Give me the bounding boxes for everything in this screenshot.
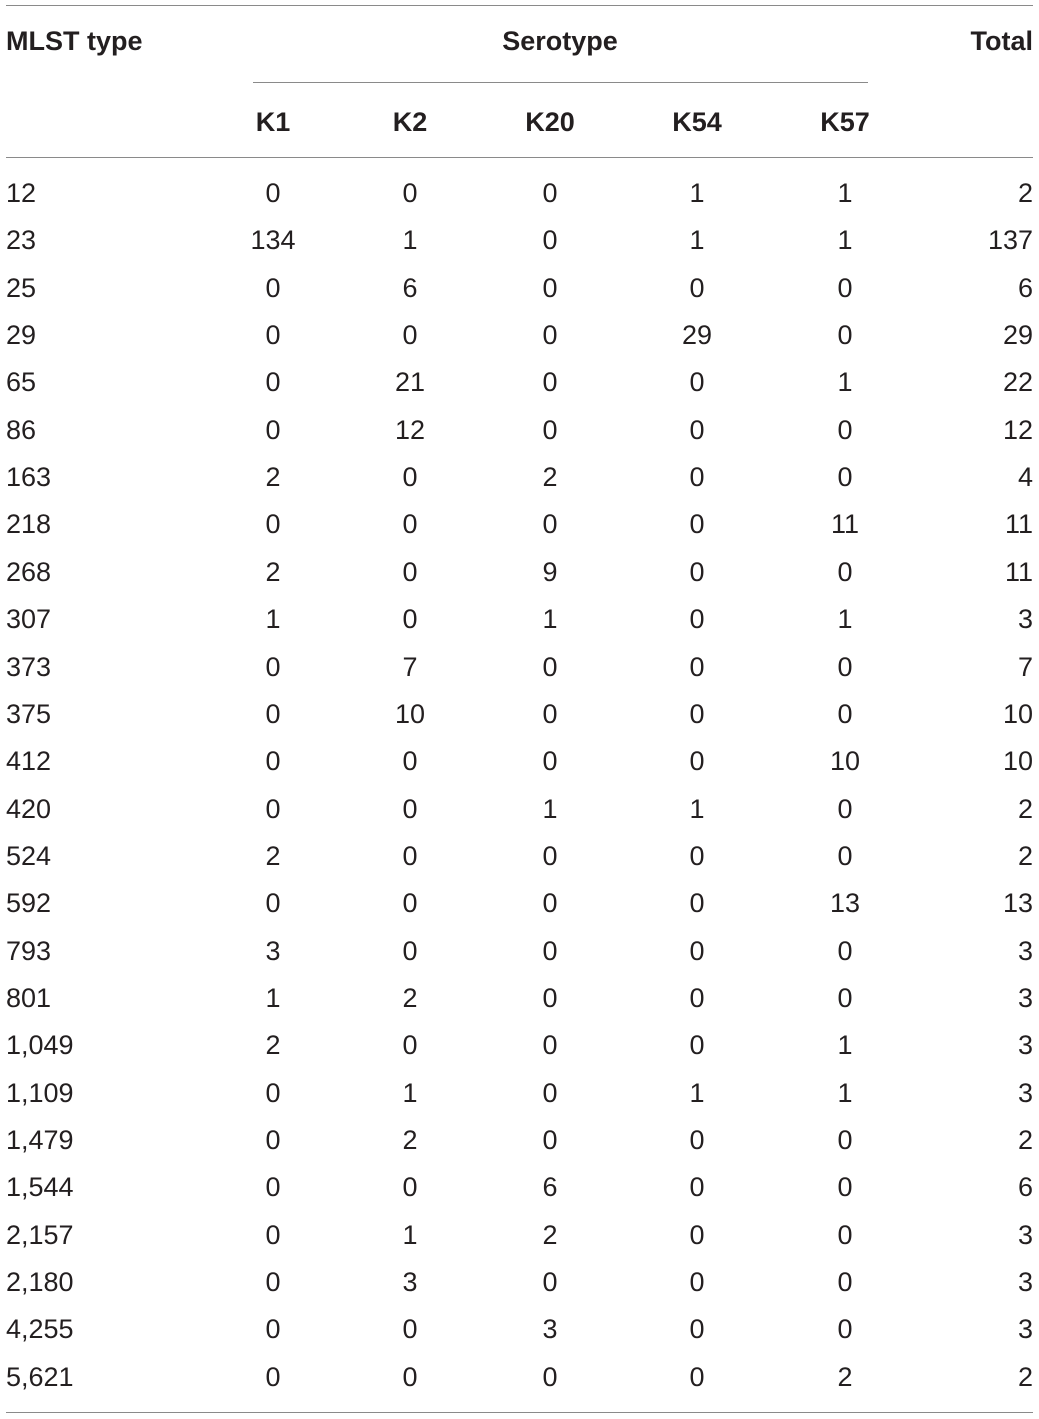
serotype-count-cell: 0	[402, 841, 418, 871]
subheader-k2: K2	[392, 107, 428, 137]
header-mlst-type: MLST type	[6, 26, 143, 56]
total-cell: 3	[1017, 983, 1033, 1013]
mlst-type-cell: 4,255	[6, 1314, 74, 1344]
total-cell: 3	[1017, 1030, 1033, 1060]
mlst-type-cell: 375	[6, 699, 52, 729]
serotype-count-cell: 0	[837, 652, 853, 682]
serotype-count-cell: 0	[689, 273, 705, 303]
serotype-count-cell: 1	[837, 225, 853, 255]
serotype-count-cell: 0	[837, 1172, 853, 1202]
serotype-count-cell: 0	[542, 983, 558, 1013]
mlst-type-cell: 592	[6, 888, 52, 918]
serotype-count-cell: 0	[542, 841, 558, 871]
mlst-type-cell: 1,049	[6, 1030, 74, 1060]
subheader-k20: K20	[525, 107, 575, 137]
serotype-count-cell: 0	[265, 746, 281, 776]
serotype-count-cell: 0	[837, 462, 853, 492]
serotype-count-cell: 0	[402, 746, 418, 776]
serotype-count-cell: 0	[542, 367, 558, 397]
serotype-count-cell: 0	[265, 178, 281, 208]
serotype-count-cell: 0	[265, 1267, 281, 1297]
total-cell: 6	[1017, 273, 1033, 303]
serotype-count-cell: 0	[837, 320, 853, 350]
serotype-count-cell: 0	[542, 936, 558, 966]
serotype-count-cell: 2	[265, 557, 281, 587]
total-cell: 4	[1017, 462, 1033, 492]
total-cell: 2	[1017, 841, 1033, 871]
serotype-count-cell: 6	[402, 273, 418, 303]
serotype-count-cell: 0	[542, 178, 558, 208]
mlst-type-cell: 25	[6, 273, 37, 303]
serotype-count-cell: 0	[402, 178, 418, 208]
serotype-count-cell: 0	[265, 1078, 281, 1108]
total-cell: 2	[1017, 178, 1033, 208]
serotype-count-cell: 1	[689, 794, 705, 824]
total-cell: 3	[1017, 936, 1033, 966]
mlst-type-cell: 1,544	[6, 1172, 74, 1202]
total-cell: 3	[1017, 604, 1033, 634]
serotype-count-cell: 2	[837, 1362, 853, 1392]
mlst-type-cell: 793	[6, 936, 52, 966]
total-cell: 7	[1017, 652, 1033, 682]
serotype-count-cell: 1	[402, 225, 418, 255]
serotype-count-cell: 0	[265, 794, 281, 824]
total-cell: 10	[1002, 699, 1033, 729]
serotype-count-cell: 0	[402, 320, 418, 350]
serotype-count-cell: 0	[689, 699, 705, 729]
serotype-count-cell: 1	[837, 367, 853, 397]
serotype-count-cell: 1	[542, 794, 558, 824]
header-serotype: Serotype	[502, 26, 618, 56]
serotype-count-cell: 7	[402, 652, 418, 682]
bottom-rule	[6, 1412, 1033, 1413]
serotype-count-cell: 0	[542, 746, 558, 776]
subheader-k54: K54	[672, 107, 722, 137]
serotype-count-cell: 2	[542, 1220, 558, 1250]
serotype-count-cell: 6	[542, 1172, 558, 1202]
total-cell: 3	[1017, 1220, 1033, 1250]
mlst-type-cell: 2,157	[6, 1220, 74, 1250]
serotype-count-cell: 0	[689, 1267, 705, 1297]
serotype-count-cell: 0	[265, 367, 281, 397]
total-cell: 3	[1017, 1078, 1033, 1108]
serotype-count-cell: 0	[689, 1314, 705, 1344]
total-cell: 2	[1017, 1125, 1033, 1155]
serotype-count-cell: 0	[689, 557, 705, 587]
serotype-count-cell: 0	[689, 1125, 705, 1155]
serotype-count-cell: 0	[689, 1362, 705, 1392]
total-cell: 2	[1017, 794, 1033, 824]
serotype-count-cell: 0	[689, 983, 705, 1013]
serotype-count-cell: 0	[689, 652, 705, 682]
serotype-count-cell: 0	[265, 1220, 281, 1250]
serotype-count-cell: 0	[402, 462, 418, 492]
serotype-count-cell: 0	[265, 1314, 281, 1344]
serotype-count-cell: 0	[265, 509, 281, 539]
serotype-count-cell: 0	[837, 1267, 853, 1297]
serotype-count-cell: 1	[402, 1078, 418, 1108]
serotype-count-cell: 0	[542, 320, 558, 350]
total-cell: 3	[1017, 1267, 1033, 1297]
serotype-count-cell: 0	[837, 273, 853, 303]
serotype-count-cell: 0	[542, 699, 558, 729]
serotype-count-cell: 0	[689, 1220, 705, 1250]
serotype-count-cell: 0	[402, 1030, 418, 1060]
serotype-count-cell: 2	[265, 462, 281, 492]
serotype-count-cell: 2	[402, 1125, 418, 1155]
serotype-count-cell: 0	[402, 936, 418, 966]
header-bottom-rule	[6, 157, 1033, 158]
serotype-count-cell: 0	[542, 509, 558, 539]
serotype-count-cell: 134	[250, 225, 296, 255]
serotype-count-cell: 0	[265, 652, 281, 682]
serotype-count-cell: 0	[542, 1267, 558, 1297]
serotype-count-cell: 0	[837, 794, 853, 824]
serotype-count-cell: 1	[837, 1078, 853, 1108]
serotype-count-cell: 0	[402, 1362, 418, 1392]
serotype-count-cell: 1	[402, 1220, 418, 1250]
serotype-count-cell: 3	[542, 1314, 558, 1344]
subheader-k1: K1	[255, 107, 291, 137]
serotype-span-rule	[253, 82, 868, 83]
serotype-count-cell: 0	[402, 794, 418, 824]
serotype-count-cell: 0	[689, 888, 705, 918]
serotype-count-cell: 0	[837, 1220, 853, 1250]
mlst-type-cell: 801	[6, 983, 52, 1013]
serotype-count-cell: 0	[265, 699, 281, 729]
serotype-count-cell: 2	[265, 841, 281, 871]
serotype-count-cell: 0	[265, 273, 281, 303]
mlst-type-cell: 86	[6, 415, 37, 445]
serotype-count-cell: 0	[402, 888, 418, 918]
serotype-count-cell: 10	[829, 746, 861, 776]
mlst-type-cell: 1,109	[6, 1078, 74, 1108]
serotype-count-cell: 1	[689, 225, 705, 255]
serotype-count-cell: 0	[542, 415, 558, 445]
mlst-type-cell: 12	[6, 178, 37, 208]
serotype-count-cell: 0	[689, 841, 705, 871]
serotype-count-cell: 0	[265, 888, 281, 918]
mlst-type-cell: 23	[6, 225, 37, 255]
serotype-count-cell: 0	[402, 509, 418, 539]
serotype-count-cell: 29	[681, 320, 713, 350]
serotype-count-cell: 11	[830, 509, 860, 539]
serotype-count-cell: 0	[402, 1172, 418, 1202]
mlst-type-cell: 29	[6, 320, 37, 350]
serotype-count-cell: 0	[542, 1362, 558, 1392]
serotype-count-cell: 0	[689, 746, 705, 776]
serotype-count-cell: 0	[837, 1314, 853, 1344]
serotype-count-cell: 0	[689, 936, 705, 966]
serotype-count-cell: 10	[394, 699, 426, 729]
mlst-type-cell: 5,621	[6, 1362, 74, 1392]
serotype-count-cell: 0	[689, 462, 705, 492]
serotype-count-cell: 0	[542, 888, 558, 918]
mlst-type-cell: 218	[6, 509, 52, 539]
total-cell: 11	[1004, 509, 1033, 539]
serotype-count-cell: 2	[402, 983, 418, 1013]
serotype-count-cell: 0	[265, 415, 281, 445]
serotype-count-cell: 0	[689, 415, 705, 445]
serotype-count-cell: 0	[689, 367, 705, 397]
serotype-count-cell: 0	[837, 415, 853, 445]
serotype-count-cell: 2	[542, 462, 558, 492]
total-cell: 6	[1017, 1172, 1033, 1202]
serotype-count-cell: 9	[542, 557, 558, 587]
serotype-count-cell: 3	[402, 1267, 418, 1297]
serotype-count-cell: 0	[689, 509, 705, 539]
serotype-count-cell: 1	[837, 604, 853, 634]
serotype-count-cell: 0	[265, 320, 281, 350]
mlst-type-cell: 373	[6, 652, 52, 682]
serotype-count-cell: 0	[265, 1362, 281, 1392]
serotype-count-cell: 0	[837, 1125, 853, 1155]
top-rule	[6, 5, 1033, 6]
total-cell: 29	[1002, 320, 1033, 350]
serotype-count-cell: 1	[689, 178, 705, 208]
serotype-count-cell: 1	[837, 178, 853, 208]
serotype-count-cell: 0	[837, 936, 853, 966]
serotype-count-cell: 0	[837, 557, 853, 587]
serotype-count-cell: 1	[837, 1030, 853, 1060]
serotype-count-cell: 0	[265, 1172, 281, 1202]
mlst-type-cell: 65	[6, 367, 37, 397]
total-cell: 11	[1004, 557, 1033, 587]
serotype-count-cell: 12	[394, 415, 426, 445]
serotype-count-cell: 0	[402, 557, 418, 587]
serotype-count-cell: 21	[394, 367, 426, 397]
total-cell: 12	[1002, 415, 1033, 445]
mlst-type-cell: 524	[6, 841, 52, 871]
serotype-count-cell: 0	[837, 841, 853, 871]
serotype-count-cell: 0	[689, 604, 705, 634]
serotype-count-cell: 0	[402, 604, 418, 634]
mlst-type-cell: 163	[6, 462, 52, 492]
serotype-count-cell: 0	[689, 1030, 705, 1060]
serotype-count-cell: 0	[402, 1314, 418, 1344]
mlst-type-cell: 1,479	[6, 1125, 74, 1155]
total-cell: 13	[1002, 888, 1033, 918]
serotype-count-cell: 1	[265, 983, 281, 1013]
serotype-count-cell: 0	[837, 983, 853, 1013]
header-total: Total	[970, 26, 1033, 56]
total-cell: 137	[987, 225, 1033, 255]
mlst-type-cell: 420	[6, 794, 52, 824]
total-cell: 22	[1002, 367, 1033, 397]
serotype-count-cell: 0	[542, 652, 558, 682]
serotype-count-cell: 1	[542, 604, 558, 634]
serotype-count-cell: 0	[542, 1125, 558, 1155]
serotype-count-cell: 0	[837, 699, 853, 729]
total-cell: 3	[1017, 1314, 1033, 1344]
serotype-count-cell: 3	[265, 936, 281, 966]
serotype-count-cell: 0	[689, 1172, 705, 1202]
serotype-count-cell: 13	[829, 888, 861, 918]
mlst-type-cell: 2,180	[6, 1267, 74, 1297]
serotype-count-cell: 1	[689, 1078, 705, 1108]
serotype-count-cell: 0	[265, 1125, 281, 1155]
serotype-count-cell: 1	[265, 604, 281, 634]
serotype-count-cell: 0	[542, 1078, 558, 1108]
mlst-type-cell: 412	[6, 746, 52, 776]
serotype-count-cell: 0	[542, 225, 558, 255]
mlst-type-cell: 307	[6, 604, 52, 634]
total-cell: 2	[1017, 1362, 1033, 1392]
subheader-k57: K57	[820, 107, 870, 137]
serotype-count-cell: 0	[542, 1030, 558, 1060]
serotype-count-cell: 2	[265, 1030, 281, 1060]
mlst-type-cell: 268	[6, 557, 52, 587]
total-cell: 10	[1002, 746, 1033, 776]
serotype-count-cell: 0	[542, 273, 558, 303]
